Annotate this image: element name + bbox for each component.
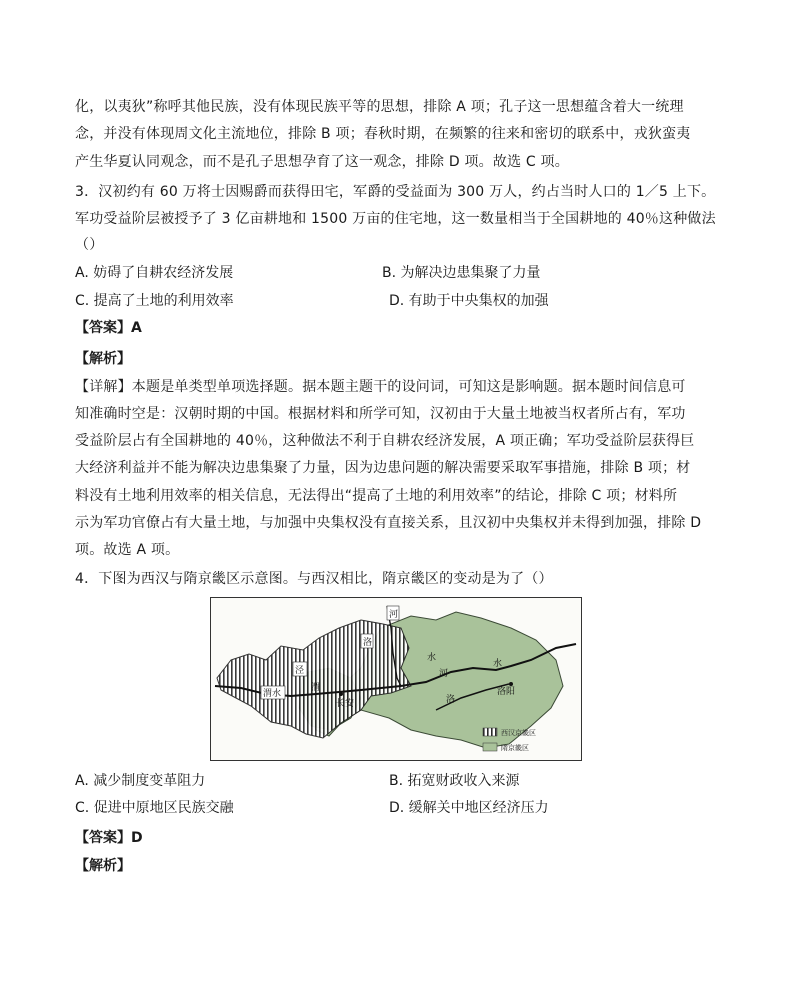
q4-option-c: C. 促进中原地区民族交融 bbox=[75, 800, 234, 816]
map-label-changan: 长安 bbox=[336, 699, 355, 709]
q3-option-d: D. 有助于中央集权的加强 bbox=[389, 293, 549, 309]
q4-map-figure bbox=[210, 597, 582, 761]
map-label-luo: 洛 bbox=[363, 638, 373, 648]
map-label-luo2: 洛 bbox=[446, 695, 456, 705]
legend-xihan-label: 西汉京畿区 bbox=[501, 729, 536, 737]
map-label-luoyang: 洛阳 bbox=[497, 687, 516, 697]
q4-stem: 4．下图为西汉与隋京畿区示意图。与西汉相比，隋京畿区的变动是为了（） bbox=[75, 571, 553, 587]
q4-option-b: B. 拓宽财政收入来源 bbox=[389, 773, 520, 789]
legend-sui-swatch bbox=[483, 743, 497, 751]
q3-answer: 【答案】A bbox=[75, 320, 142, 336]
legend-sui-label: 隋京畿区 bbox=[501, 744, 529, 752]
q4-analysis-label: 【解析】 bbox=[75, 858, 131, 874]
q4-option-d: D. 缓解关中地区经济压力 bbox=[389, 800, 549, 816]
q3-stem-line-1: 3．汉初约有 60 万将士因赐爵而获得田宅，军爵的受益面为 300 万人，约占当时人口的 1／5 上下。 bbox=[75, 184, 716, 200]
map-label-wei-mid: 渭 bbox=[311, 683, 321, 693]
map-label-he-top: 河 bbox=[389, 610, 399, 620]
q3-option-b: B. 为解决边患集聚了力量 bbox=[382, 265, 541, 281]
luoyang-dot bbox=[509, 682, 513, 686]
q3-detail-line-4: 大经济利益并不能为解决边患集聚了力量，因为边患问题的解决需要采取军事措施，排除 B 项；材 bbox=[75, 460, 691, 476]
q4-answer: 【答案】D bbox=[75, 830, 143, 846]
map-label-wei-left: 渭水 bbox=[263, 689, 282, 699]
q4-option-a: A. 减少制度变革阻力 bbox=[75, 773, 206, 789]
q3-detail-line-1: 【详解】本题是单类型单项选择题。据本题主题干的设问词，可知这是影响题。据本题时间信息可 bbox=[75, 379, 686, 395]
map-label-shui2: 水 bbox=[493, 659, 503, 669]
legend-xihan-swatch bbox=[483, 728, 497, 736]
q3-detail-line-2: 知准确时空是：汉朝时期的中国。根据材料和所学可知，汉初由于大量土地被当权者所占有，军功 bbox=[75, 406, 686, 422]
q3-option-c: C. 提高了土地的利用效率 bbox=[75, 293, 234, 309]
prev-explanation-line-2: 念，并没有体现周文化主流地位，排除 B 项；春秋时期，在频繁的往来和密切的联系中，戎狄蛮夷 bbox=[75, 126, 691, 142]
q3-stem-line-3: （） bbox=[75, 237, 104, 253]
q3-detail-line-5: 料没有土地利用效率的相关信息，无法得出“提高了土地的利用效率”的结论，排除 C 项；材料所 bbox=[75, 488, 678, 504]
map-label-jing: 泾 bbox=[295, 666, 305, 676]
map-label-shui: 水 bbox=[427, 653, 437, 663]
q3-detail-line-7: 项。故选 A 项。 bbox=[75, 542, 180, 558]
q3-option-a: A. 妨碍了自耕农经济发展 bbox=[75, 265, 234, 281]
q3-analysis-label: 【解析】 bbox=[75, 351, 131, 367]
prev-explanation-line-3: 产生华夏认同观念，而不是孔子思想孕育了这一观念，排除 D 项。故选 C 项。 bbox=[75, 154, 569, 170]
prev-explanation-line-1: 化，以夷狄”称呼其他民族，没有体现民族平等的思想，排除 A 项；孔子这一思想蕴含着大一统理 bbox=[75, 99, 684, 115]
q4-map-svg bbox=[211, 598, 581, 760]
q3-detail-line-3: 受益阶层占有全国耕地的 40％，这种做法不利于自耕农经济发展，A 项正确；军功受益阶层获得巨 bbox=[75, 433, 695, 449]
q3-stem-line-2: 军功受益阶层被授予了 3 亿亩耕地和 1500 万亩的住宅地，这一数量相当于全国耕地的 40％这种做法 bbox=[75, 211, 716, 227]
changan-dot bbox=[339, 692, 343, 696]
q3-detail-line-6: 示为军功官僚占有大量土地，与加强中央集权没有直接关系，且汉初中央集权并未得到加强，排除 D bbox=[75, 515, 702, 531]
map-label-he-mid: 河 bbox=[439, 669, 449, 679]
xihan-region bbox=[217, 620, 411, 738]
